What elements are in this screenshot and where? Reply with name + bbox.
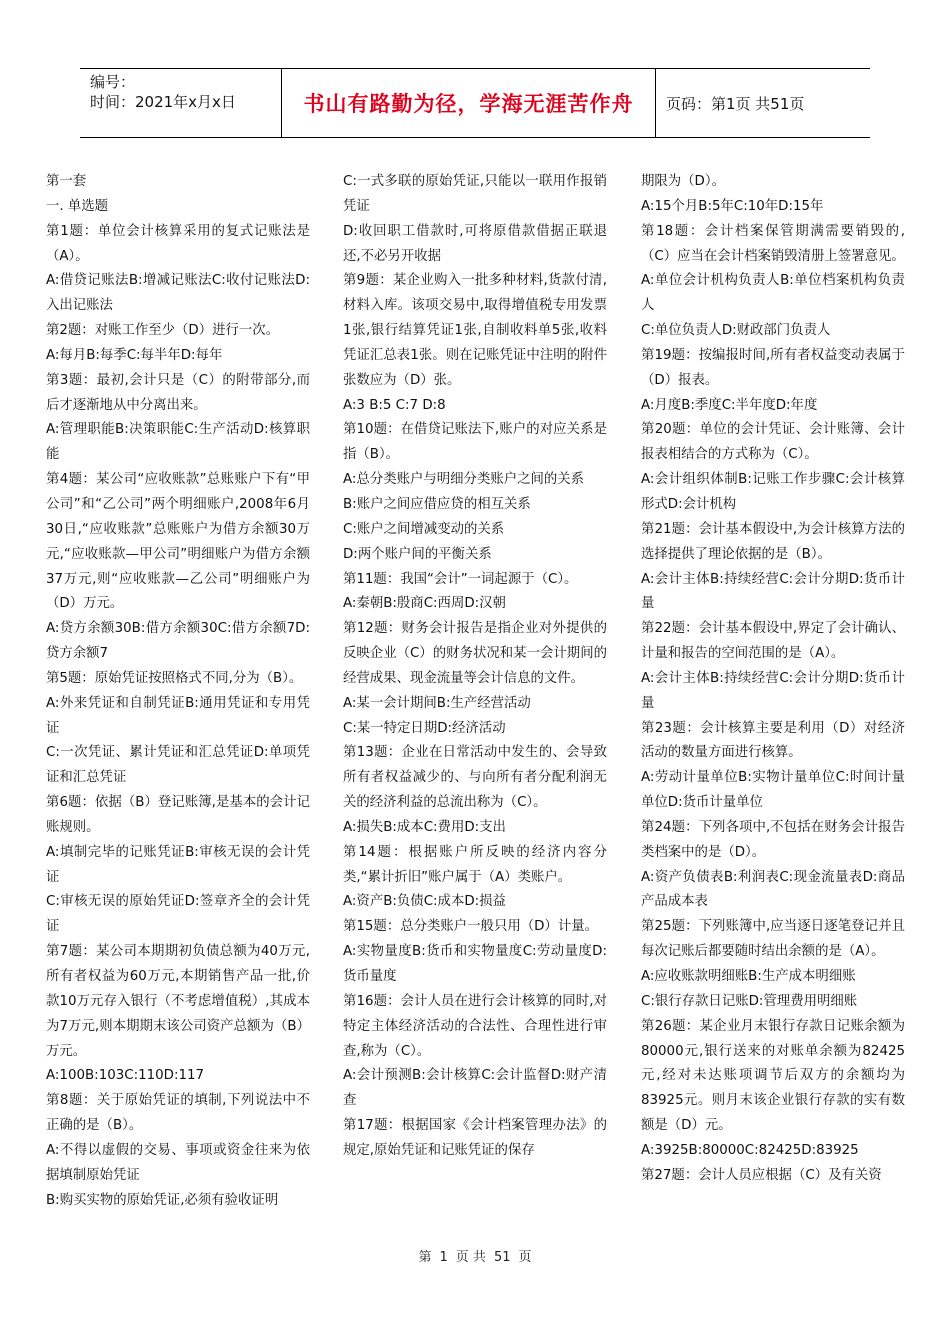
text-line: A:总分类账户与明细分类账户之间的关系 bbox=[343, 472, 585, 488]
text-line: A:资产负债表B:利润表C:现金流量表D:商品产品成本表 bbox=[641, 869, 905, 910]
footer-total-pages: 51 bbox=[493, 1250, 511, 1265]
text-line: C:单位负责人D:财政部门负责人 bbox=[641, 323, 831, 339]
text-line: 第27题：会计人员应根据（C）及有关资 bbox=[641, 1167, 882, 1183]
text-line: A:劳动计量单位B:实物计量单位C:时间计量单位D:货币计量单位 bbox=[641, 770, 905, 811]
page-header bbox=[80, 68, 870, 138]
footer-suffix: 页 bbox=[518, 1250, 532, 1265]
text-line: A:填制完毕的记账凭证B:审核无误的会计凭证 bbox=[46, 844, 310, 885]
text-line: 第17题：根据国家《会计档案管理办法》的规定,原始凭证和记账凭证的保存 bbox=[343, 1118, 607, 1158]
text-line: A:某一会计期间B:生产经营活动 bbox=[343, 695, 531, 711]
text-line: 第24题：下列各项中,不包括在财务会计报告类档案中的是（D）。 bbox=[641, 819, 905, 860]
document-date-label: 时间：2021年x月x日 bbox=[90, 93, 236, 111]
header-motto-cell bbox=[282, 69, 656, 137]
text-line: A:月度B:季度C:半年度D:年度 bbox=[641, 397, 818, 413]
text-line: 第12题：财务会计报告是指企业对外提供的反映企业（C）的财务状况和某一会计期间的经营成果、现金流量等会计信息的文件。 bbox=[343, 621, 607, 686]
text-line: 第5题：原始凭证按照格式不同,分为（B）。 bbox=[46, 670, 303, 686]
text-line: 第13题：企业在日常活动中发生的、会导致所有者权益减少的、与向所有者分配利润无关的经济利益的总流出称为（C）。 bbox=[343, 745, 607, 811]
text-line: 第9题：某企业购入一批多种材料,货款付清,材料入库。该项交易中,取得增值税专用发票1张,银行结算凭证1张,自制收料单5张,收料凭证汇总表1张。则在记账凭证中注明的附件张数应为（D）张。 bbox=[343, 273, 607, 388]
text-line: A:15个月B:5年C:10年D:15年 bbox=[641, 198, 824, 214]
text-line: 期限为（D）。 bbox=[641, 174, 725, 189]
text-line: A:会计主体B:持续经营C:会计分期D:货币计量 bbox=[641, 571, 905, 612]
text-column-2 bbox=[343, 170, 607, 1164]
text-line: 第14题：根据账户所反映的经济内容分类,“累计折旧”账户属于（A）类账户。 bbox=[343, 844, 607, 885]
header-meta-cell bbox=[80, 69, 282, 137]
text-line: 第8题：关于原始凭证的填制,下列说法中不正确的是（B）。 bbox=[46, 1093, 310, 1134]
header-motto: 书山有路勤为径，学海无涯苦作舟 bbox=[303, 92, 634, 116]
text-line: 第25题：下列账簿中,应当逐日逐笔登记并且每次记账后都要随时结出余额的是（A）。 bbox=[641, 919, 905, 960]
text-line: C:某一特定日期D:经济活动 bbox=[343, 720, 506, 736]
footer-prefix: 第 bbox=[418, 1250, 432, 1265]
text-line: A:单位会计机构负责人B:单位档案机构负责人 bbox=[641, 273, 905, 314]
text-line: A:借贷记账法B:增减记账法C:收付记账法D:入出记账法 bbox=[46, 273, 310, 314]
text-line: A:秦朝B:殷商C:西周D:汉朝 bbox=[343, 596, 506, 612]
text-line: A:实物量度B:货币和实物量度C:劳动量度D:货币量度 bbox=[343, 944, 607, 984]
header-page-cell bbox=[656, 69, 870, 137]
text-line: 第16题：会计人员在进行会计核算的同时,对特定主体经济活动的合法性、合理性进行审查,称为（C）。 bbox=[343, 993, 607, 1059]
text-line: A:应收账款明细账B:生产成本明细账 bbox=[641, 969, 856, 984]
text-line: 第3题：最初,会计只是（C）的附带部分,而后才逐渐地从中分离出来。 bbox=[46, 372, 310, 413]
text-line: A:每月B:每季C:每半年D:每年 bbox=[46, 347, 223, 363]
text-line: A:外来凭证和自制凭证B:通用凭证和专用凭证 bbox=[46, 695, 310, 736]
text-line: 第10题：在借贷记账法下,账户的对应关系是指（B）。 bbox=[343, 422, 607, 463]
text-line: A:会计组织体制B:记账工作步骤C:会计核算形式D:会计机构 bbox=[641, 472, 905, 512]
text-line: A:资产B:负债C:成本D:损益 bbox=[343, 894, 506, 910]
text-line: 第2题：对账工作至少（D）进行一次。 bbox=[46, 323, 280, 339]
text-line: 第11题：我国“会计”一词起源于（C）。 bbox=[343, 571, 578, 587]
document-number-label: 编号： bbox=[90, 73, 136, 91]
text-line: A:损失B:成本C:费用D:支出 bbox=[343, 819, 506, 835]
text-line: A:不得以虚假的交易、事项或资金往来为依据填制原始凭证 bbox=[46, 1142, 310, 1183]
text-line: B:账户之间应借应贷的相互关系 bbox=[343, 496, 531, 512]
text-line: 第26题：某企业月末银行存款日记账余额为80000元,银行送来的对账单余额为82425元,经对未达账项调节后双方的余额均为83925元。则月末该企业银行存款的实有数额是（D）元。 bbox=[641, 1018, 905, 1134]
text-line: C:审核无误的原始凭证D:签章齐全的会计凭证 bbox=[46, 894, 310, 935]
text-line: 第23题：会计核算主要是利用（D）对经济活动的数量方面进行核算。 bbox=[641, 720, 905, 761]
text-line: 第6题：依据（B）登记账簿,是基本的会计记账规则。 bbox=[46, 795, 310, 835]
text-line: A:3 B:5 C:7 D:8 bbox=[343, 397, 446, 413]
text-line: B:购买实物的原始凭证,必须有验收证明 bbox=[46, 1192, 279, 1208]
text-line: 第一套 bbox=[46, 174, 87, 189]
text-column-1 bbox=[46, 170, 310, 1213]
text-line: A:3925B:80000C:82425D:83925 bbox=[641, 1142, 859, 1158]
text-line: 第19题：按编报时间,所有者权益变动表属于（D）报表。 bbox=[641, 347, 905, 388]
text-line: 第18题：会计档案保管期满需要销毁的,（C）应当在会计档案销毁清册上签署意见。 bbox=[641, 223, 905, 264]
text-line: 第1题：单位会计核算采用的复式记账法是（A）。 bbox=[46, 223, 310, 264]
header-page-label: 页码：第1页 共51页 bbox=[666, 94, 805, 113]
text-line: A:100B:103C:110D:117 bbox=[46, 1068, 205, 1084]
text-line: D:收回职工借款时,可将原借款借据正联退还,不必另开收据 bbox=[343, 223, 607, 264]
text-line: A:会计预测B:会计核算C:会计监督D:财产清查 bbox=[343, 1068, 607, 1109]
text-line: D:两个账户间的平衡关系 bbox=[343, 546, 492, 562]
text-line: A:管理职能B:决策职能C:生产活动D:核算职能 bbox=[46, 422, 310, 463]
footer-page-number: 1 bbox=[439, 1250, 448, 1265]
text-line: C:一式多联的原始凭证,只能以一联用作报销凭证 bbox=[343, 174, 607, 214]
text-line: 第15题：总分类账户一般只用（D）计量。 bbox=[343, 919, 598, 935]
text-line: A:会计主体B:持续经营C:会计分期D:货币计量 bbox=[641, 670, 905, 711]
text-line: C:账户之间增减变动的关系 bbox=[343, 521, 505, 537]
text-line: 第7题：某公司本期期初负债总额为40万元,所有者权益为60万元,本期销售产品一批,价款10万元存入银行（不考虑增值税）,其成本为7万元,则本期期末该公司资产总额为（B）万元。 bbox=[46, 944, 310, 1059]
text-line: 第21题：会计基本假设中,为会计核算方法的选择提供了理论依据的是（B）。 bbox=[641, 521, 905, 562]
text-line: 第20题：单位的会计凭证、会计账簿、会计报表相结合的方式称为（C）。 bbox=[641, 422, 905, 463]
text-line: 第22题：会计基本假设中,界定了会计确认、计量和报告的空间范围的是（A）。 bbox=[641, 621, 905, 662]
text-line: 一. 单选题 bbox=[46, 198, 109, 214]
text-column-3 bbox=[641, 170, 905, 1189]
text-line: 第4题：某公司“应收账款”总账账户下有“甲公司”和“乙公司”两个明细账户,2008年6月30日,“应收账款”总账账户为借方余额30万元,“应收账款—甲公司”明细账户为借方余额37万元,则“应收账款—乙公司”明细账户为（D）万元。 bbox=[46, 472, 310, 612]
text-line: A:贷方余额30B:借方余额30C:借方余额7D:贷方余额7 bbox=[46, 621, 310, 662]
text-line: C:银行存款日记账D:管理费用明细账 bbox=[641, 993, 858, 1009]
text-line: C:一次凭证、累计凭证和汇总凭证D:单项凭证和汇总凭证 bbox=[46, 745, 310, 786]
footer-middle: 页 共 bbox=[455, 1250, 486, 1265]
page-footer bbox=[0, 1246, 950, 1265]
